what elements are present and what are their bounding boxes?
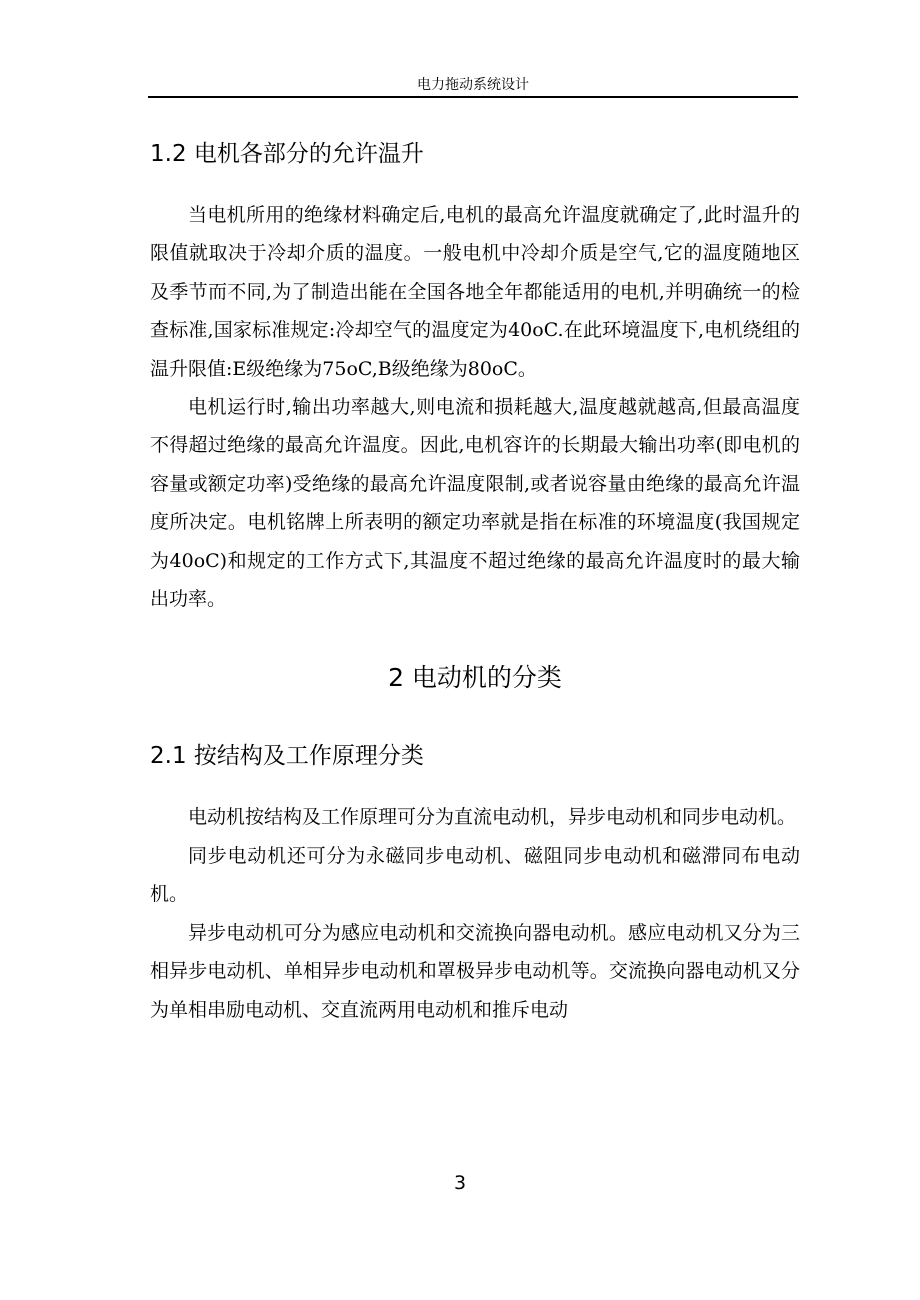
paragraph: 当电机所用的绝缘材料确定后,电机的最高允许温度就确定了,此时温升的限值就取决于冷却介质的温度。一般电机中冷却介质是空气,它的温度随地区及季节而不同,为了制造出能在全国各地全年都能适用的电机,并明确统一的检查标准,国家标准规定:冷却空气的温度定为40oC.在此环境温度下,电机绕组的温升限值:E级绝缘为75oC,B级绝缘为80oC。 [150, 204, 800, 380]
running-header: 电力拖动系统设计 [417, 77, 529, 93]
section-heading-1-2: 1.2 电机各部分的允许温升 [150, 141, 424, 167]
header-divider [148, 96, 798, 98]
paragraph: 电机运行时,输出功率越大,则电流和损耗越大,温度越就越高,但最高温度不得超过绝缘的最高允许温度。因此,电机容许的长期最大输出功率(即电机的容量或额定功率)受绝缘的最高允许温度限制,或者说容量由绝缘的最高允许温度所决定。电机铭牌上所表明的额定功率就是指在标准的环境温度(我国规定为40oC)和规定的工作方式下,其温度不超过绝缘的最高允许温度时的最大输出功率。 [150, 396, 800, 611]
page-number: 3 [453, 1172, 467, 1194]
spacer [150, 618, 800, 648]
paragraph: 电动机按结构及工作原理可分为直流电动机，异步电动机和同步电动机。 [188, 806, 797, 829]
spacer [150, 180, 800, 196]
spacer [150, 782, 800, 798]
spacer [150, 708, 800, 730]
chapter-heading-2: 2 电动机的分类 [388, 663, 562, 693]
paragraph: 异步电动机可分为感应电动机和交流换向器电动机。感应电动机又分为三相异步电动机、单相异步电动机和罩极异步电动机等。交流换向器电动机又分为单相串励电动机、交直流两用电动机和推斥电动 [150, 921, 800, 1021]
section-heading-2-1: 2.1 按结构及工作原理分类 [150, 743, 424, 770]
paragraph: 同步电动机还可分为永磁同步电动机、磁阻同步电动机和磁滞同布电动机。 [150, 844, 800, 906]
page-body [150, 128, 800, 1029]
